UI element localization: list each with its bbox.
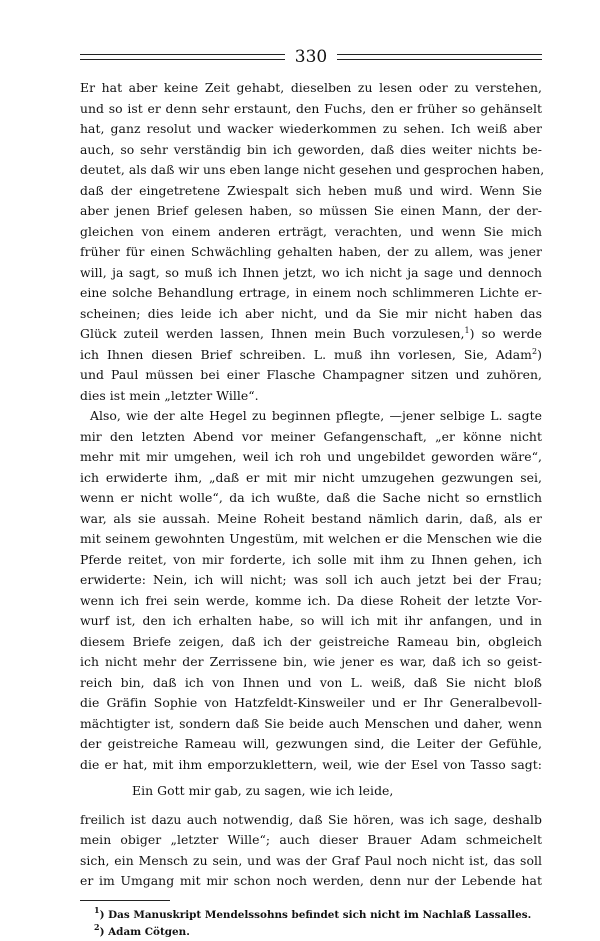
footnote-ref-1: 1 — [464, 326, 470, 335]
text-line: diesem Briefe zeigen, daß ich der geistreiche Rameau bin, obgleich — [80, 633, 542, 649]
text-line: mein obiger „letzter Wille“; auch dieser Brauer Adam schmeichelt — [80, 832, 542, 847]
text-line-with-footnote-1 — [80, 324, 542, 345]
text-line: mir den letzten Abend vor meiner Gefangenschaft, „er könne nicht — [80, 428, 542, 444]
text-line: auch, so sehr verständig bin ich geworden, daß dies weiter nichts be- — [80, 141, 542, 157]
text-line: scheinen; dies leide ich aber nicht, und da Sie mir nicht haben das — [80, 305, 542, 321]
text-line: er im Umgang mit mir schon noch werden, denn nur der Lebende hat — [80, 873, 542, 888]
text-line: will, ja sagt, so muß ich Ihnen jetzt, wo ich nicht ja sage und dennoch — [80, 264, 542, 280]
text-segment: so werde — [474, 326, 542, 341]
text-line: und so ist er denn sehr erstaunt, den Fuchs, den er früher so gehänselt — [80, 100, 542, 116]
document-page — [80, 44, 545, 941]
text-line: Pferde reitet, von mir forderte, ich solle mit ihm zu Ihnen gehen, ich — [80, 551, 542, 567]
text-segment: ich Ihnen diesen Brief schreiben. L. muß ihn vorlesen, Sie, Adam — [80, 346, 532, 362]
header-rule-right — [337, 54, 542, 60]
text-segment: Glück zuteil werden lassen, Ihnen mein Buch vorzulesen, — [80, 326, 465, 341]
text-line: die Gräfin Sophie von Hatzfeldt-Kinsweiler und er Ihr Generalbevoll- — [80, 695, 542, 710]
text-line: mächtigter ist, sondern daß Sie beide auch Menschen und daher, wenn — [80, 715, 542, 731]
text-line: mehr mit mir umgehen, weil ich roh und ungebildet geworden wäre“, — [80, 449, 542, 464]
body-text — [80, 78, 545, 892]
text-line: ich erwiderte ihm, „daß er mit mir nicht umzugehen gezwungen sei, — [80, 469, 542, 485]
text-line: wurf ist, den ich erhalten habe, so will ich mit ihr anfangen, und in — [80, 613, 542, 628]
footnote-ref-2: 2 — [531, 346, 538, 356]
text-line: früher für einen Schwächling gehalten haben, der zu allem, was jener — [80, 244, 542, 259]
text-line: sich, ein Mensch zu sein, und was der Graf Paul noch nicht ist, das soll — [80, 852, 542, 868]
footnote-1 — [80, 904, 542, 924]
text-line: eine solche Behandlung ertrage, in einem noch schlimmeren Lichte er- — [80, 285, 542, 300]
text-line: ich nicht mehr der Zerrissene bin, wie jener es war, daß ich so geist- — [80, 654, 542, 669]
text-line: war, als sie aussah. Meine Roheit bestand nämlich darin, daß, als er — [80, 510, 542, 526]
page-header — [80, 44, 542, 70]
text-line: Er hat aber keine Zeit gehabt, dieselben zu lesen oder zu verstehen, — [80, 80, 542, 95]
text-line: deutet, als daß wir uns eben lange nicht gesehen und gesprochen haben, — [80, 162, 545, 177]
text-line: reich bin, daß ich von Ihnen und von L. weiß, daß Sie nicht bloß — [80, 674, 542, 690]
text-line: erwiderte: Nein, ich will nicht; was soll ich auch jetzt bei der Frau; — [80, 572, 542, 587]
text-line: die er hat, mit ihm emporzuklettern, weil, wie der Esel von Tasso sagt: — [80, 756, 542, 772]
text-line-with-footnote-2 — [80, 345, 542, 366]
header-rule-left — [80, 54, 285, 60]
text-line: daß der eingetretene Zwiespalt sich heben muß und wird. Wenn Sie — [80, 182, 542, 198]
text-line: der geistreiche Rameau will, gezwungen sind, die Leiter der Gefühle, — [80, 736, 542, 751]
footnote-2 — [80, 921, 542, 941]
text-line: hat, ganz resolut und wacker wiederkommen zu sehen. Ich weiß aber — [80, 121, 542, 136]
footnote-divider — [80, 900, 170, 901]
footnote-text: ) Adam Cötgen. — [99, 925, 190, 938]
footnote-mark: 1 — [94, 904, 100, 915]
text-line: mit seinem gewohnten Ungestüm, mit welchen er die Menschen wie die — [80, 531, 542, 546]
text-line: wenn er nicht wolle“, da ich wußte, daß die Sache nicht so ernstlich — [80, 490, 542, 505]
footnote-text: ) Das Manuskript Mendelssohns befindet sich nicht im Nachlaß Lassalles. — [99, 908, 532, 921]
text-line: aber jenen Brief gelesen haben, so müssen Sie einen Mann, der der- — [80, 203, 542, 218]
text-line: wenn ich frei sein werde, komme ich. Da diese Roheit der letzte Vor- — [80, 592, 542, 608]
text-line: und Paul müssen bei einer Flasche Champagner sitzen und zuhören, — [80, 367, 542, 382]
text-line: Also, wie der alte Hegel zu beginnen pflegte, —jener selbige L. sagte — [90, 408, 542, 423]
text-line: gleichen von einem anderen erträgt, verachten, und wenn Sie mich — [80, 223, 542, 239]
verse-quote: Ein Gott mir gab, zu sagen, wie ich leide, — [132, 783, 394, 798]
page-number: 330 — [294, 46, 328, 67]
text-line: dies ist mein „letzter Wille“. — [80, 387, 259, 403]
footnotes — [80, 904, 542, 941]
footnote-mark: 2 — [94, 921, 100, 932]
footnote-ref-close: ) — [469, 326, 475, 341]
footnote-ref-close: ) — [537, 346, 542, 362]
text-line: freilich ist dazu auch notwendig, daß Sie hören, was ich sage, deshalb — [80, 811, 542, 827]
